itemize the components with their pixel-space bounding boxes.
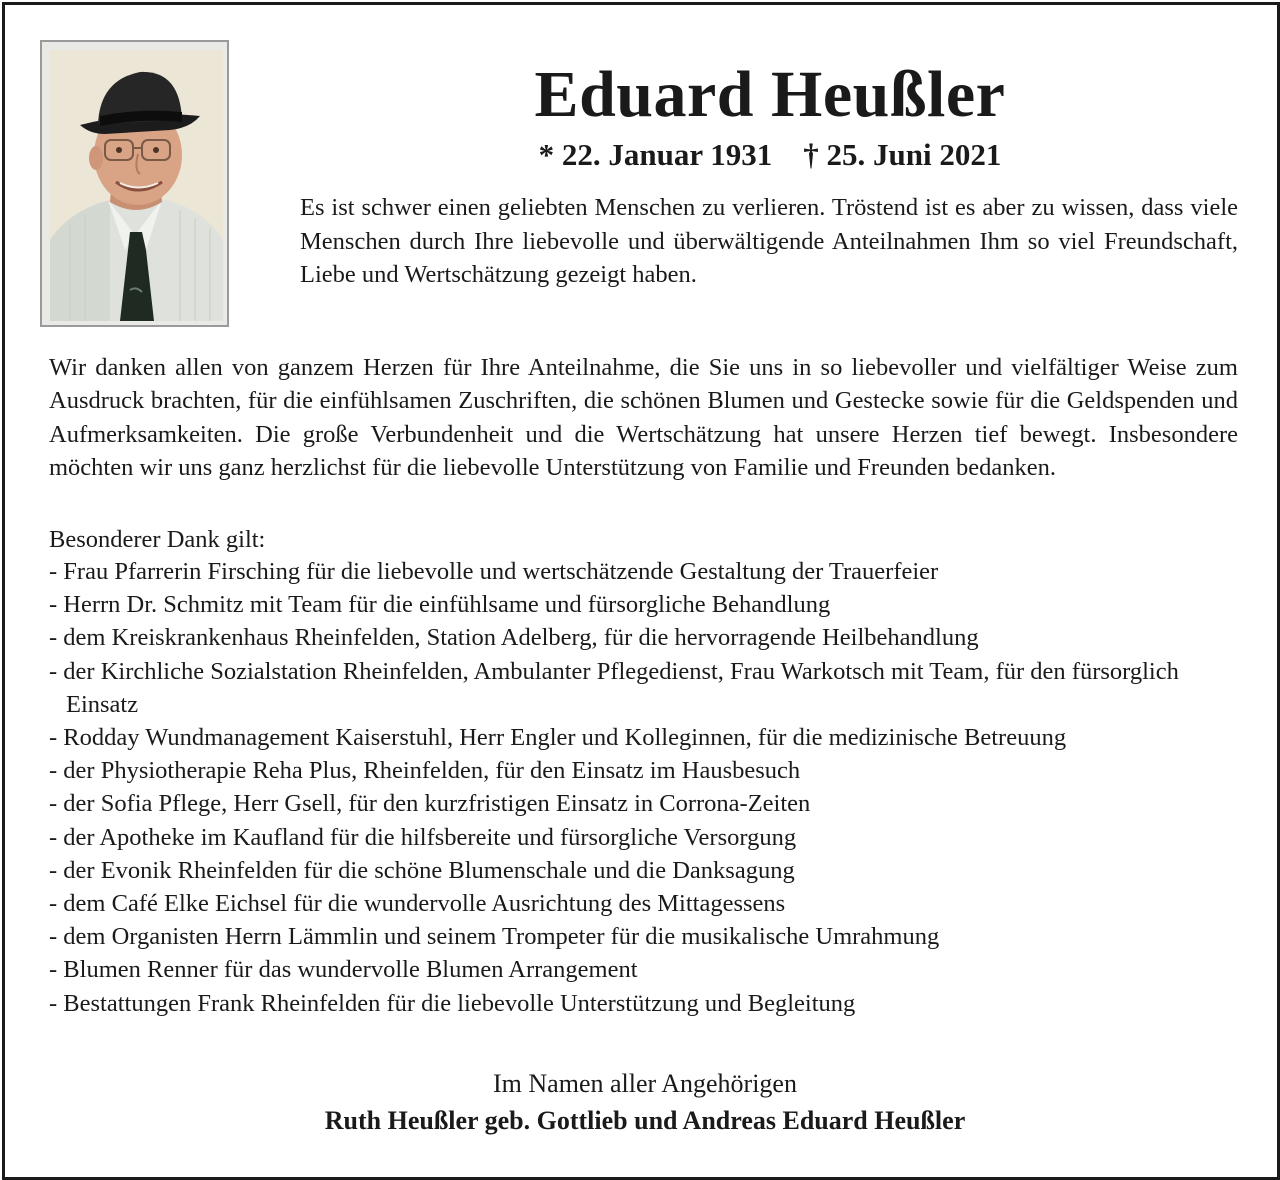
list-item: - der Kirchliche Sozialstation Rheinfelden, Ambulanter Pflegedienst, Frau Warkotsch mit Team, für den fürsorglich Einsatz bbox=[49, 655, 1238, 721]
obituary-notice bbox=[2, 2, 1280, 1180]
death-date: † 25. Juni 2021 bbox=[803, 137, 1002, 172]
list-item: - dem Organisten Herrn Lämmlin und seinem Trompeter für die musikalische Umrahmung bbox=[49, 920, 1238, 953]
list-item: - Bestattungen Frank Rheinfelden für die liebevolle Unterstützung und Begleitung bbox=[49, 987, 1238, 1020]
portrait-illustration bbox=[50, 50, 223, 321]
list-item: - der Sofia Pflege, Herr Gsell, für den kurzfristigen Einsatz in Corrona-Zeiten bbox=[49, 787, 1238, 820]
deceased-name: Eduard Heußler bbox=[534, 58, 1006, 131]
signers: Ruth Heußler geb. Gottlieb und Andreas Eduard Heußler bbox=[324, 1106, 966, 1135]
special-thanks-list bbox=[49, 555, 1238, 1020]
portrait-photo bbox=[50, 50, 223, 321]
list-item: - der Physiotherapie Reha Plus, Rheinfelden, für den Einsatz im Hausbesuch bbox=[49, 754, 1238, 787]
list-item: - der Apotheke im Kaufland für die hilfsbereite und fürsorgliche Versorgung bbox=[49, 821, 1238, 854]
intro-paragraph: Es ist schwer einen geliebten Menschen zu verlieren. Tröstend ist es aber zu wissen, dass viele Menschen durch Ihre liebevolle und überwältigende Anteilnahmen Ihm so viel Freundschaft, Liebe und Wertschätzung gezeigt haben. bbox=[300, 194, 1238, 288]
list-item: - Rodday Wundmanagement Kaiserstuhl, Herr Engler und Kolleginnen, für die medizinische Betreuung bbox=[49, 721, 1238, 754]
list-item: - Frau Pfarrerin Firsching für die liebevolle und wertschätzende Gestaltung der Trauerfeier bbox=[49, 555, 1238, 588]
thanks-paragraph: Wir danken allen von ganzem Herzen für Ihre Anteilnahme, die Sie uns in so liebevoller und vielfältiger Weise zum Ausdruck brachten, für die einfühlsamen Zuschriften, die schönen Blumen und Gestecke sowie für die Geldspenden und Aufmerksamkeiten. Die große Verbundenheit und die Wertschätzung hat unsere Herzen tief bewegt. Insbesondere möchten wir uns ganz herzlichst für die liebevolle Unterstützung von Familie und Freunden bedanken. bbox=[49, 354, 1238, 481]
portrait-photo-frame bbox=[40, 40, 229, 327]
list-item: - der Evonik Rheinfelden für die schöne Blumenschale und die Danksagung bbox=[49, 854, 1238, 887]
special-thanks-heading: Besonderer Dank gilt: bbox=[49, 526, 266, 553]
life-dates bbox=[255, 135, 1280, 175]
list-item: - dem Kreiskrankenhaus Rheinfelden, Station Adelberg, für die hervorragende Heilbehandlung bbox=[49, 621, 1238, 654]
list-item: - Herrn Dr. Schmitz mit Team für die einfühlsame und fürsorgliche Behandlung bbox=[49, 588, 1238, 621]
list-item: - Blumen Renner für das wundervolle Blumen Arrangement bbox=[49, 953, 1238, 986]
closing-line: Im Namen aller Angehörigen bbox=[493, 1069, 797, 1098]
list-item: - dem Café Elke Eichsel für die wundervolle Ausrichtung des Mittagessens bbox=[49, 887, 1238, 920]
birth-date: * 22. Januar 1931 bbox=[538, 137, 773, 172]
